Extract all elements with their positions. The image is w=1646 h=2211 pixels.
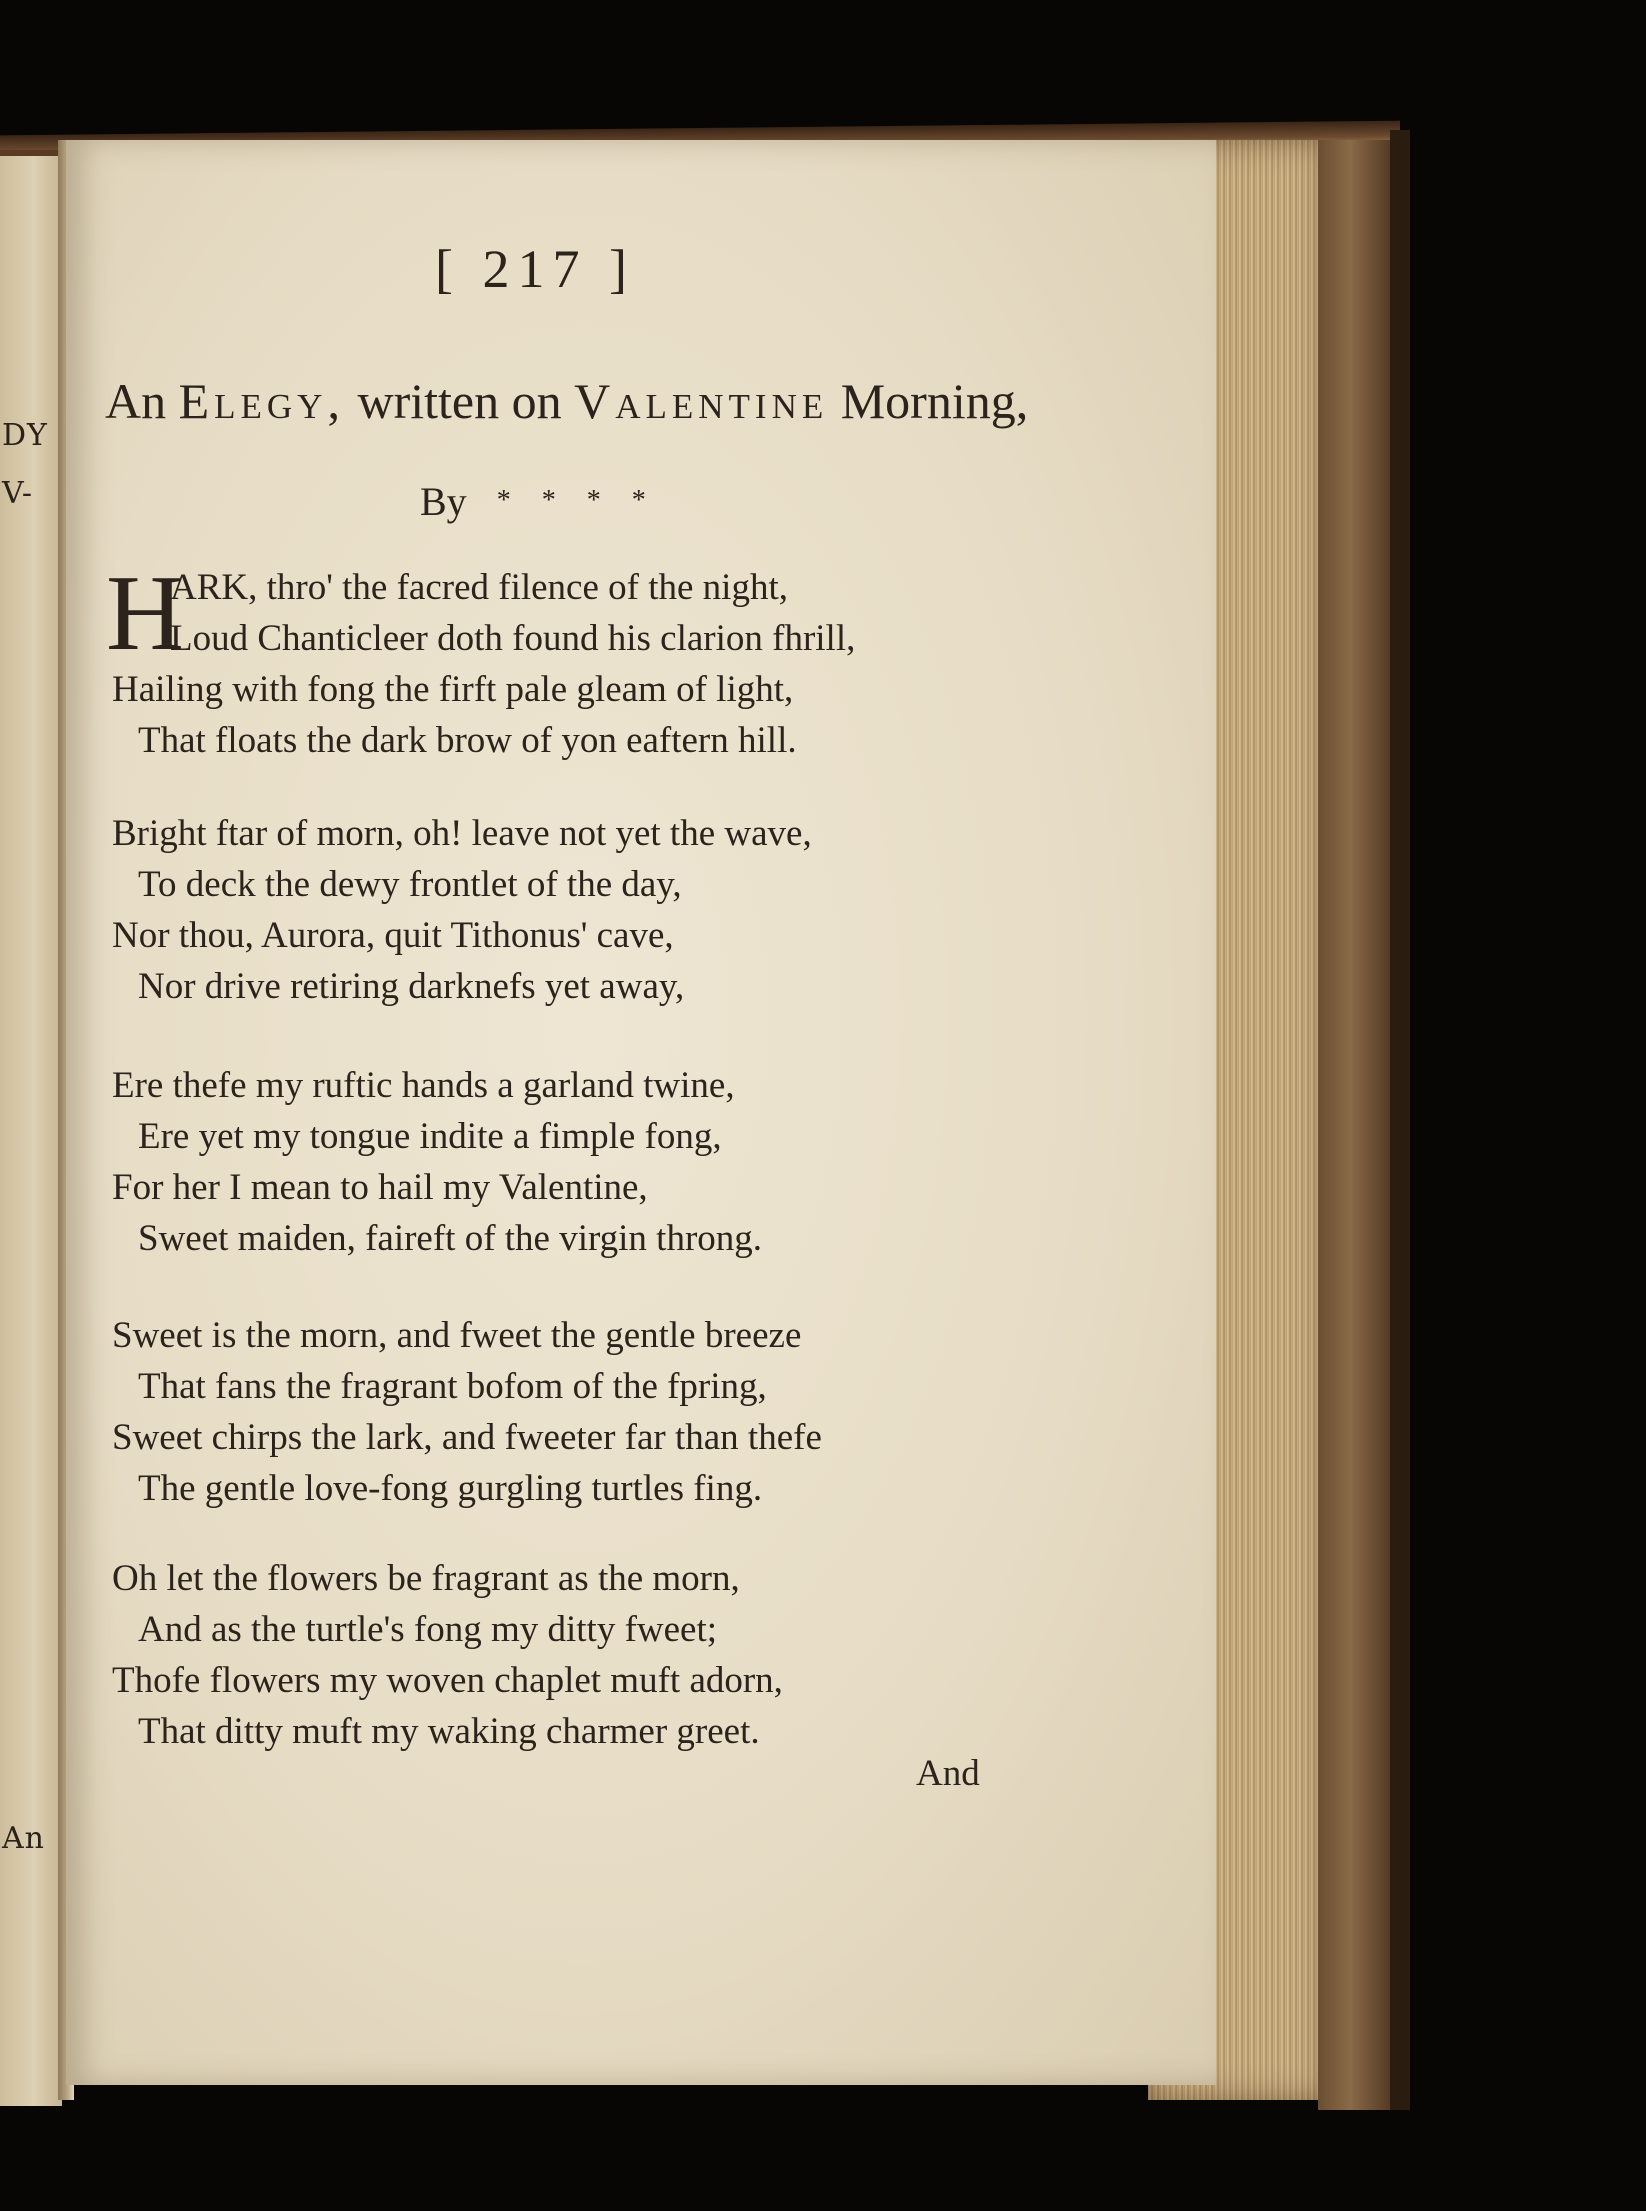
poem-line: ARK, thro' the facred filence of the night, [170,567,788,608]
previous-page-fragment: An [2,1821,45,1856]
title-name: Valentine [574,373,829,429]
previous-page-edge [0,150,62,2106]
drop-cap: H [106,554,184,673]
stanza [106,554,1012,766]
poem-line: Sweet is the morn, and fweet the gentle breeze [112,1315,802,1356]
page-number: [ 217 ] [435,239,635,299]
poem-line: Oh let the flowers be fragrant as the morn, [112,1558,740,1599]
poem-line: Sweet chirps the lark, and fweeter far than thefe [112,1417,822,1458]
poem-line: The gentle love-fong gurgling turtles fing. [138,1468,763,1509]
byline-by: By [420,479,467,524]
poem-line: Nor drive retiring darknefs yet away, [138,966,685,1007]
previous-page-fragment: V- [2,476,34,511]
poem-line: Ere thefe my ruftic hands a garland twine, [112,1065,735,1106]
poem-line: Hailing with fong the firft pale gleam of light, [112,669,794,710]
poem-line: That fans the fragrant bofom of the fpring, [138,1366,767,1407]
poem-line: For her I mean to hail my Valentine, [112,1167,648,1208]
byline [420,478,658,525]
title-middle: written on [357,373,562,429]
poem-line: Thofe flowers my woven chaplet muft adorn, [112,1660,783,1701]
poem-line: To deck the dewy frontlet of the day, [138,864,682,905]
title-end: Morning, [840,373,1029,429]
stanza [112,1553,1012,1757]
poem-line: Sweet maiden, faireft of the virgin throng. [138,1218,763,1259]
title-word: Elegy, [178,373,345,429]
poem-title [105,372,1028,430]
previous-page-fragment: DY [2,418,48,453]
stanza [112,808,1012,1012]
poem-line: Bright ftar of morn, oh! leave not yet the wave, [112,813,812,854]
poem-line: That ditty muft my waking charmer greet. [138,1711,760,1752]
catchword: And [916,1753,980,1794]
title-prefix: An [105,373,167,429]
cover-edge [1318,140,1398,2110]
poem-line: Loud Chanticleer doth found his clarion fhrill, [170,618,856,659]
poem-line: That floats the dark brow of yon eaftern hill. [138,720,797,761]
stanza [112,1060,1012,1264]
byline-stars: * * * * [496,485,658,516]
cover-board [1390,130,1410,2110]
stanza [112,1310,1012,1514]
poem-line: Nor thou, Aurora, quit Tithonus' cave, [112,915,674,956]
poem-line: Ere yet my tongue indite a fimple fong, [138,1116,722,1157]
poem-line: And as the turtle's fong my ditty fweet; [138,1609,718,1650]
